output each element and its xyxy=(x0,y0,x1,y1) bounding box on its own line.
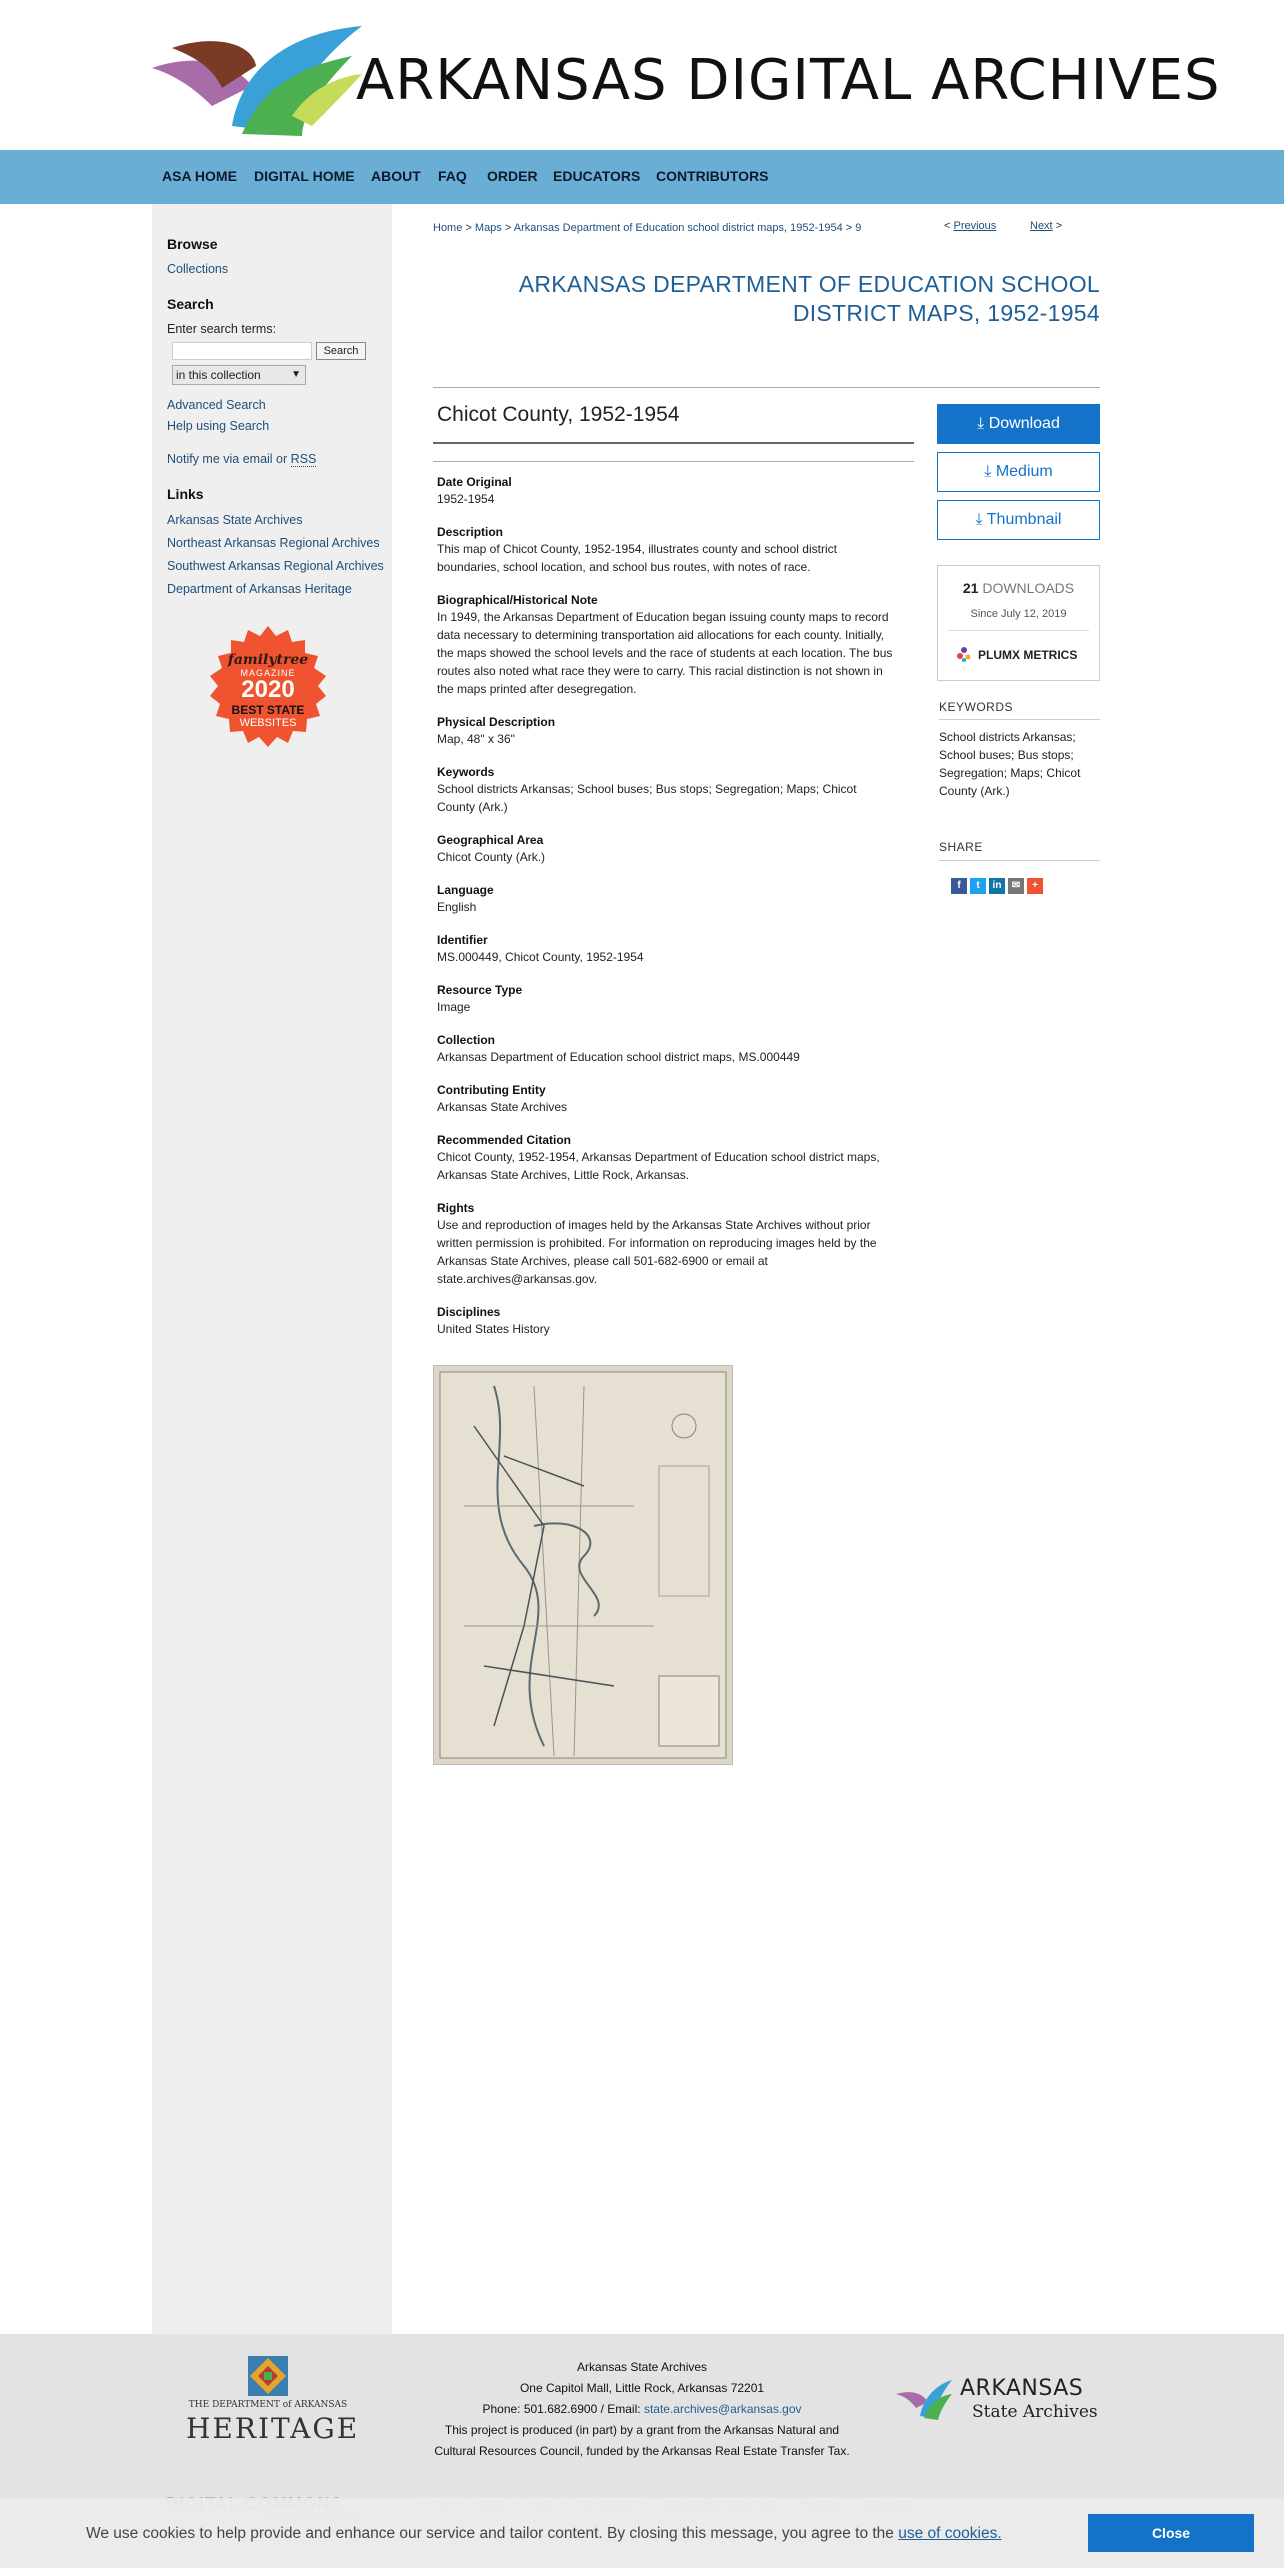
plumx-metrics-link[interactable]: PLUMX METRICS xyxy=(978,648,1078,662)
field-value: In 1949, the Arkansas Department of Education began issuing county maps to record data necessary to determining transportation aid allocations for each county. Initially, the maps showed the school levels and the race of students at each location. The bus routes also noted what race they were to carry. This racial distinction is not shown in the maps printed after desegregation. xyxy=(437,610,893,696)
search-button[interactable]: Search xyxy=(316,342,366,360)
field-resource-type xyxy=(437,982,897,1016)
notify-line xyxy=(167,452,316,466)
field-value: School districts Arkansas; School buses; Bus stops; Segregation; Maps; Chicot County (Ark.) xyxy=(437,782,857,814)
field-label: Keywords xyxy=(437,765,495,779)
pager-prev-arrow: < xyxy=(944,220,951,232)
search-input[interactable] xyxy=(172,342,312,360)
field-value: United States History xyxy=(437,1322,550,1336)
badge-line2: MAGAZINE xyxy=(240,668,296,678)
badge-line1: familytree xyxy=(227,652,309,668)
item-metadata xyxy=(437,474,897,1354)
footer-grant-1: This project is produced (in part) by a grant from the Arkansas Natural and xyxy=(444,2423,840,2437)
field-value: Chicot County (Ark.) xyxy=(437,850,546,864)
field-language xyxy=(437,882,897,916)
site-title[interactable]: ARKANSAS DIGITAL ARCHIVES xyxy=(356,48,1221,113)
badge-line3: BEST STATE xyxy=(231,703,305,717)
share-heading: SHARE xyxy=(939,840,983,854)
medium-button[interactable] xyxy=(937,452,1100,492)
archives-logo[interactable] xyxy=(152,26,362,138)
chevron-down-icon: ▼ xyxy=(291,369,301,380)
footer-org: Arkansas State Archives xyxy=(576,2360,708,2374)
badge-year: 2020 xyxy=(241,676,295,703)
map-thumbnail[interactable] xyxy=(433,1365,733,1765)
search-heading: Search xyxy=(167,296,214,312)
field-value: Chicot County, 1952-1954, Arkansas Department of Education school district maps, Arkansas State Archives, Little Rock, Arkansas. xyxy=(437,1150,880,1182)
footer-address: One Capitol Mall, Little Rock, Arkansas 72201 xyxy=(519,2381,765,2395)
field-value: Image xyxy=(437,1000,471,1014)
asa-logo-bottom: State Archives xyxy=(972,2402,1098,2422)
links-heading: Links xyxy=(167,486,204,502)
rss-link[interactable]: RSS xyxy=(290,452,317,466)
download-metrics xyxy=(937,565,1100,681)
pager-previous xyxy=(944,220,996,232)
field-keywords xyxy=(437,764,897,816)
breadcrumb-home[interactable]: Home xyxy=(433,222,463,234)
link-northeast-regional[interactable]: Northeast Arkansas Regional Archives xyxy=(167,536,380,550)
cookie-policy-link[interactable]: use of cookies. xyxy=(898,2525,1002,2542)
breadcrumb-sep: > xyxy=(845,222,853,234)
badge-line4: WEBSITES xyxy=(239,717,297,729)
item-title: Chicot County, 1952-1954 xyxy=(437,403,680,426)
field-disciplines xyxy=(437,1304,897,1338)
field-label: Geographical Area xyxy=(437,833,544,847)
heritage-top: THE DEPARTMENT of ARKANSAS xyxy=(188,2400,348,2410)
download-icon: ⤓ xyxy=(977,415,989,432)
field-value: This map of Chicot County, 1952-1954, illustrates county and school district boundaries, school location, and school bus routes, with notes of race. xyxy=(437,542,837,574)
link-arkansas-state-archives[interactable]: Arkansas State Archives xyxy=(167,513,303,527)
field-collection xyxy=(437,1032,897,1066)
asa-logo-mark xyxy=(896,2380,952,2420)
cookie-text: We use cookies to help provide and enhance our service and tailor content. By closing this message, you agree to the xyxy=(86,2525,894,2542)
field-value: Arkansas Department of Education school district maps, MS.000449 xyxy=(437,1050,800,1064)
link-dept-heritage[interactable]: Department of Arkansas Heritage xyxy=(167,582,352,596)
divider xyxy=(433,461,914,462)
field-geographical-area xyxy=(437,832,897,866)
nav-order[interactable]: ORDER xyxy=(487,168,538,184)
field-rights xyxy=(437,1200,897,1288)
field-recommended-citation xyxy=(437,1132,897,1184)
field-label: Physical Description xyxy=(437,715,556,729)
twitter-icon[interactable]: t xyxy=(970,878,986,894)
main-nav xyxy=(0,150,1284,204)
email-icon[interactable]: ✉ xyxy=(1008,878,1024,894)
medium-label: Medium xyxy=(995,463,1053,480)
breadcrumb-maps[interactable]: Maps xyxy=(474,222,502,234)
nav-asa-home[interactable]: ASA HOME xyxy=(162,168,237,184)
search-prompt: Enter search terms: xyxy=(167,322,277,336)
search-scope-value: in this collection xyxy=(176,368,261,382)
field-label: Date Original xyxy=(437,475,512,489)
keywords-text: School districts Arkansas; School buses; Bus stops; Segregation; Maps; Chicot County (Ark.) xyxy=(939,730,1081,798)
field-label: Description xyxy=(437,525,504,539)
nav-contributors[interactable]: CONTRIBUTORS xyxy=(656,168,769,184)
search-scope-select[interactable] xyxy=(172,365,306,385)
field-label: Resource Type xyxy=(437,983,523,997)
thumbnail-label: Thumbnail xyxy=(986,511,1062,528)
field-value: English xyxy=(437,900,477,914)
field-value: Use and reproduction of images held by the Arkansas State Archives without prior written permission is prohibited. For information on reproducing images held by the Arkansas State Archives, please call 501-682-6900 or email at state.archives@arkansas.gov. xyxy=(437,1218,877,1286)
more-icon[interactable]: + xyxy=(1027,878,1043,894)
download-count-value: 21 xyxy=(962,580,979,596)
thumbnail-button[interactable] xyxy=(937,500,1100,540)
field-value: Map, 48" x 36" xyxy=(437,732,515,746)
cookie-close-button[interactable]: Close xyxy=(1088,2514,1254,2552)
field-label: Language xyxy=(437,883,494,897)
divider xyxy=(939,860,1100,861)
next-link[interactable]: Next xyxy=(1030,220,1053,232)
field-label: Disciplines xyxy=(437,1305,501,1319)
field-identifier xyxy=(437,932,897,966)
asa-footer-logo[interactable] xyxy=(896,2376,1106,2426)
heritage-word: HERITAGE xyxy=(186,2412,360,2445)
asa-logo-top: ARKANSAS xyxy=(960,2376,1084,2401)
notify-email-link[interactable]: Notify me via email or xyxy=(167,452,288,466)
linkedin-icon[interactable]: in xyxy=(989,878,1005,894)
field-physical-description xyxy=(437,714,897,748)
advanced-search-link[interactable]: Advanced Search xyxy=(167,398,266,412)
download-icon: ⤓ xyxy=(975,511,987,528)
field-value: MS.000449, Chicot County, 1952-1954 xyxy=(437,950,644,964)
nav-faq[interactable]: FAQ xyxy=(438,168,467,184)
field-value: 1952-1954 xyxy=(437,492,495,506)
breadcrumb-sep: > xyxy=(465,222,472,234)
previous-link[interactable]: Previous xyxy=(953,220,997,232)
nav-about[interactable]: ABOUT xyxy=(371,168,421,184)
nav-digital-home[interactable]: DIGITAL HOME xyxy=(254,168,355,184)
breadcrumb xyxy=(433,222,861,234)
nav-educators[interactable]: EDUCATORS xyxy=(553,168,641,184)
field-description xyxy=(437,524,897,576)
collection-title[interactable]: ARKANSAS DEPARTMENT OF EDUCATION SCHOOL DISTRICT MAPS, 1952-1954 xyxy=(518,271,1100,326)
download-label: Download xyxy=(988,415,1060,432)
facebook-icon[interactable]: f xyxy=(951,878,967,894)
divider xyxy=(939,719,1100,720)
pager-next xyxy=(1030,220,1062,232)
title-underline xyxy=(433,442,914,444)
sidebar xyxy=(152,204,392,2334)
collections-link[interactable]: Collections xyxy=(167,262,229,276)
pager-next-arrow: > xyxy=(1055,220,1063,232)
best-state-website-badge[interactable] xyxy=(204,626,332,754)
field-historical-note xyxy=(437,592,897,698)
footer-email-link[interactable]: state.archives@arkansas.gov xyxy=(643,2402,802,2416)
map-image xyxy=(434,1366,732,1764)
breadcrumb-sep: > xyxy=(504,222,512,234)
field-date-original xyxy=(437,474,897,508)
divider xyxy=(948,630,1089,631)
cookie-banner xyxy=(0,2498,1284,2568)
keywords-heading: KEYWORDS xyxy=(939,700,1014,714)
browse-heading: Browse xyxy=(167,236,218,252)
downloads-since: Since July 12, 2019 xyxy=(970,608,1067,620)
breadcrumb-item[interactable]: 9 xyxy=(855,222,862,234)
plumx-icon xyxy=(955,645,973,663)
field-label: Recommended Citation xyxy=(437,1133,572,1147)
help-search-link[interactable]: Help using Search xyxy=(167,419,270,433)
link-southwest-regional[interactable]: Southwest Arkansas Regional Archives xyxy=(167,559,384,573)
download-count xyxy=(938,580,1099,596)
field-label: Contributing Entity xyxy=(437,1083,546,1097)
field-contributing-entity xyxy=(437,1082,897,1116)
cookie-message xyxy=(86,2525,1002,2543)
field-value: Arkansas State Archives xyxy=(437,1100,568,1114)
site-header xyxy=(0,0,1284,150)
breadcrumb-collection[interactable]: Arkansas Department of Education school district maps, 1952-1954 xyxy=(513,222,843,234)
download-count-label: DOWNLOADS xyxy=(982,580,1075,596)
download-icon: ⤓ xyxy=(984,463,996,480)
footer-grant-2: Cultural Resources Council, funded by the Arkansas Real Estate Transfer Tax. xyxy=(434,2444,850,2458)
divider xyxy=(433,387,1100,388)
field-label: Identifier xyxy=(437,933,488,947)
field-label: Collection xyxy=(437,1033,496,1047)
field-label: Rights xyxy=(437,1201,475,1215)
footer-phone: Phone: 501.682.6900 / Email: xyxy=(482,2402,641,2416)
download-button[interactable] xyxy=(937,404,1100,444)
field-label: Biographical/Historical Note xyxy=(437,593,598,607)
